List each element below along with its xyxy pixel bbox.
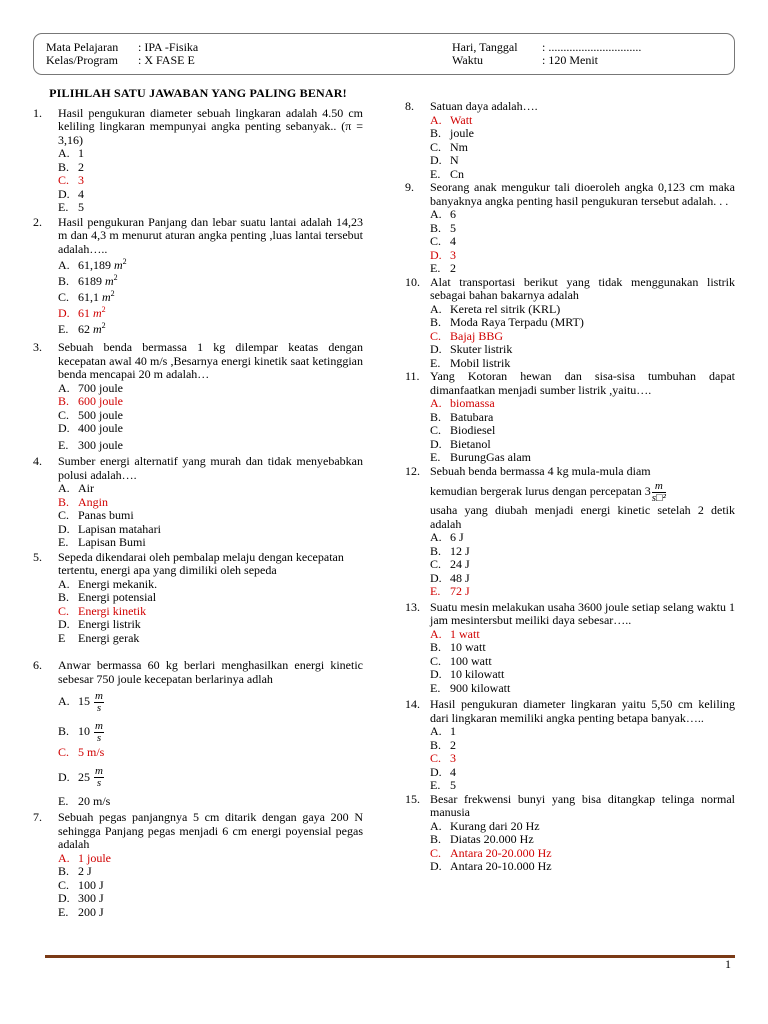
option-letter: A. <box>58 146 70 160</box>
option-text: Biodiesel <box>450 423 496 437</box>
option-b[interactable] <box>58 161 363 175</box>
question-number: 9. <box>405 180 414 194</box>
unit-exponent: 2 <box>110 289 115 298</box>
option-letter: B. <box>58 394 70 408</box>
option-text: 100 watt <box>450 653 492 668</box>
option-letter: C. <box>430 751 442 765</box>
option-text: 2 <box>78 159 84 174</box>
option-a-answer[interactable] <box>430 114 735 128</box>
subject-label: Mata Pelajaran <box>46 40 119 54</box>
question-text: Alat transportasi berikut yang tidak menggunakan listrik sebagai bahan bakarnya adalah <box>430 274 735 302</box>
option-b[interactable] <box>430 641 735 655</box>
option-letter: E. <box>430 355 441 370</box>
option-letter: E. <box>58 200 69 214</box>
option-letter: B. <box>430 220 442 235</box>
option-text: 5 <box>450 220 456 235</box>
option-b[interactable] <box>430 316 735 330</box>
unit-exponent: 2 <box>122 257 127 266</box>
option-letter: D. <box>430 342 442 356</box>
option-letter: D. <box>430 247 442 262</box>
option-letter: E. <box>430 778 441 792</box>
option-text: 6 <box>450 207 456 221</box>
option-letter: C. <box>430 557 442 571</box>
option-e[interactable] <box>430 262 735 276</box>
option-text: 2 <box>450 737 456 752</box>
option-text: 3 <box>78 173 84 187</box>
option-text: Bietanol <box>450 436 491 451</box>
option-text: 10 <box>78 724 90 738</box>
option-a[interactable] <box>58 259 363 275</box>
option-text: Cn <box>450 166 465 181</box>
option-text: N <box>450 153 459 167</box>
option-text: Batubara <box>450 409 494 424</box>
question-text-line-1: Sebuah benda bermassa 4 kg mula-mula diam <box>430 463 651 478</box>
option-a[interactable] <box>58 688 363 714</box>
option-text: biomassa <box>450 396 495 410</box>
option-d[interactable] <box>58 618 363 632</box>
option-text: Air <box>78 481 94 495</box>
option-text: Nm <box>450 139 468 154</box>
option-text: 4 <box>450 764 456 779</box>
question-4 <box>33 455 363 550</box>
footer-line <box>45 955 735 958</box>
option-letter: E. <box>58 793 69 808</box>
option-c-answer[interactable] <box>58 605 363 619</box>
option-text: joule <box>450 126 474 140</box>
option-text: 900 kilowatt <box>450 680 511 695</box>
option-text: 5 <box>450 778 456 792</box>
question-1 <box>33 107 363 215</box>
option-letter: C. <box>430 845 442 860</box>
option-text: 2 J <box>78 864 92 878</box>
unit: m <box>93 306 102 320</box>
fraction-m-per-s2: $\frac{m}{\text{s□²}}$ <box>651 479 666 504</box>
option-a[interactable] <box>58 482 363 496</box>
option-letter: E. <box>430 261 441 275</box>
option-letter: A. <box>430 818 442 833</box>
option-letter: B. <box>430 315 442 329</box>
option-letter: B. <box>58 864 70 878</box>
option-a[interactable] <box>430 303 735 317</box>
option-text: Mobil listrik <box>450 355 511 370</box>
option-letter: D. <box>58 521 70 536</box>
instruction-title: PILIHLAH SATU JAWABAN YANG PALING BENAR! <box>49 86 347 100</box>
option-text: 48 J <box>450 570 470 585</box>
option-a[interactable] <box>430 820 735 834</box>
option-text: 500 joule <box>78 407 123 422</box>
option-d[interactable] <box>430 572 735 586</box>
option-a[interactable] <box>430 531 735 545</box>
option-letter: E. <box>430 450 441 464</box>
option-text: Energi kinetik <box>78 603 147 618</box>
question-9 <box>405 181 735 276</box>
option-b[interactable] <box>430 411 735 425</box>
option-text: 6189 <box>78 274 102 288</box>
option-text: 12 J <box>450 543 470 558</box>
time-label: Waktu <box>452 53 484 67</box>
option-b[interactable] <box>430 222 735 236</box>
option-letter: D. <box>430 764 442 779</box>
option-letter: B. <box>58 274 70 288</box>
option-d[interactable] <box>430 766 735 780</box>
option-text: Skuter listrik <box>450 342 513 356</box>
option-letter: B. <box>430 640 442 654</box>
option-letter: B. <box>430 737 442 752</box>
option-letter: A. <box>430 207 442 221</box>
option-letter: A. <box>430 112 442 127</box>
option-letter: E. <box>430 584 441 598</box>
option-text: 61 <box>78 306 90 320</box>
option-letter: C. <box>58 877 70 892</box>
option-a-answer[interactable] <box>58 852 363 866</box>
option-text: 15 <box>78 694 90 708</box>
option-c[interactable] <box>430 558 735 572</box>
option-text: 10 kilowatt <box>450 667 505 681</box>
option-text: 600 joule <box>78 394 123 408</box>
option-text: 400 joule <box>78 421 123 435</box>
option-b[interactable] <box>430 739 735 753</box>
option-text: 300 J <box>78 891 104 905</box>
option-letter: D. <box>430 667 442 681</box>
option-c[interactable] <box>430 424 735 438</box>
question-12 <box>405 465 735 599</box>
question-text: Hasil pengukuran diameter sebuah lingkaran adalah 4.50 cm keliling lingkaran mempunyai angka penting sebanyak.. (π = 3,16) <box>58 105 363 147</box>
option-text: 5 m/s <box>78 745 105 759</box>
date-label: Hari, Tanggal <box>452 40 518 54</box>
unit: m <box>105 274 114 288</box>
option-letter: D. <box>58 421 70 435</box>
option-text: 61,1 <box>78 290 99 304</box>
option-letter: C. <box>430 234 442 248</box>
option-a-answer[interactable] <box>430 628 735 642</box>
question-2 <box>33 216 363 340</box>
option-letter: B. <box>430 409 442 424</box>
option-letter: C. <box>58 745 70 759</box>
option-letter: A. <box>430 396 442 410</box>
question-number: 4. <box>33 454 42 468</box>
question-number: 11. <box>405 369 420 383</box>
page-number: 1 <box>725 957 731 971</box>
option-d[interactable] <box>58 422 363 436</box>
question-3 <box>33 341 363 452</box>
option-c-answer[interactable] <box>58 174 363 188</box>
question-text: Sebuah pegas panjangnya 5 cm ditarik dengan gaya 200 N sehingga Panjang pegas menjadi 6 cm energi poyensial pegas adalah <box>58 810 363 851</box>
unit: m <box>114 258 123 272</box>
option-text: Antara 20-20.000 Hz <box>450 845 552 860</box>
unit: m <box>93 322 102 336</box>
option-e[interactable] <box>430 779 735 793</box>
option-d[interactable] <box>430 154 735 168</box>
question-5 <box>33 551 363 646</box>
option-letter: A. <box>58 380 70 395</box>
unit-exponent: 2 <box>101 321 106 330</box>
date-value: : ............................... <box>542 40 642 54</box>
option-letter: E. <box>58 904 69 919</box>
option-letter: A. <box>430 530 442 544</box>
option-letter: B. <box>58 494 70 509</box>
question-number: 12. <box>405 463 420 478</box>
question-7 <box>33 811 363 919</box>
option-text: 62 <box>78 322 90 336</box>
question-6 <box>33 659 363 808</box>
option-letter: D. <box>430 570 442 585</box>
option-text: 4 <box>78 186 84 201</box>
option-letter: B. <box>430 126 442 140</box>
option-text: Lapisan matahari <box>78 521 161 536</box>
option-text: Moda Raya Terpadu (MRT) <box>450 315 584 329</box>
left-column <box>33 87 363 919</box>
option-b[interactable] <box>58 718 363 744</box>
option-text: Panas bumi <box>78 508 134 522</box>
option-letter: E. <box>58 322 69 336</box>
option-letter: E. <box>430 680 441 695</box>
option-text: 5 <box>78 200 84 214</box>
class-label: Kelas/Program <box>46 53 118 67</box>
option-text: Energi listrik <box>78 617 141 631</box>
question-number: 2. <box>33 214 42 229</box>
question-text-part: kemudian bergerak lurus dengan percepatan 3 <box>430 484 651 498</box>
option-e[interactable] <box>58 906 363 920</box>
option-letter: A. <box>58 850 70 865</box>
option-letter: D. <box>58 617 70 631</box>
fraction-m-per-s: $\frac{m}{s}$ <box>95 719 103 744</box>
question-13 <box>405 601 735 696</box>
option-text: Energi gerak <box>78 630 140 645</box>
option-letter: B. <box>430 832 442 846</box>
option-b[interactable] <box>58 275 363 291</box>
option-text: 1 joule <box>78 850 111 865</box>
option-a[interactable] <box>58 578 363 592</box>
option-letter: B. <box>58 159 70 174</box>
question-number: 3. <box>33 340 42 354</box>
question-text-line-2 <box>430 478 735 504</box>
option-letter: D. <box>430 436 442 451</box>
question-text: Hasil pengukuran diameter lingkaran yaitu 5,50 cm keliling dari lingkaran memiliki angka penting betapa banyak….. <box>430 697 735 725</box>
question-text: Suatu mesin melakukan usaha 3600 joule setiap selang waktu 1 jam mesintersbut meiliki daya sebesar….. <box>430 599 735 627</box>
option-e[interactable] <box>58 795 363 809</box>
option-a[interactable] <box>58 382 363 396</box>
option-d[interactable] <box>58 764 363 790</box>
option-text: Angin <box>78 494 108 509</box>
option-letter: A. <box>430 301 442 316</box>
question-number: 13. <box>405 599 420 614</box>
option-letter: A. <box>58 694 70 708</box>
unit: m <box>102 290 111 304</box>
option-e[interactable] <box>58 536 363 550</box>
option-text: Diatas 20.000 Hz <box>450 832 534 846</box>
option-letter: C. <box>58 290 70 304</box>
question-text: Sebuah benda bermassa 1 kg dilempar keatas dengan kecepatan awal 40 m/s ,Besarnya energi kinetik saat ketinggian benda mencapai 20 m adalah… <box>58 340 363 381</box>
option-a[interactable] <box>430 725 735 739</box>
option-text: 20 m/s <box>78 793 111 808</box>
option-letter: B. <box>58 590 70 604</box>
option-d[interactable] <box>430 860 735 874</box>
option-c[interactable] <box>430 655 735 669</box>
option-letter: B. <box>58 724 70 738</box>
option-d[interactable] <box>58 892 363 906</box>
option-e[interactable] <box>430 682 735 696</box>
option-text: 1 <box>450 724 456 738</box>
option-e[interactable] <box>58 439 363 453</box>
option-text: 2 <box>450 261 456 275</box>
question-number: 5. <box>33 549 42 564</box>
option-text: Kereta rel sitrik (KRL) <box>450 301 561 316</box>
option-text: 4 <box>450 234 456 248</box>
unit-exponent: 2 <box>101 305 106 314</box>
class-value: : X FASE E <box>138 53 195 67</box>
option-letter: E. <box>58 535 69 549</box>
option-e[interactable] <box>58 323 363 339</box>
option-letter: A. <box>430 724 442 738</box>
question-number: 8. <box>405 99 414 113</box>
option-b[interactable] <box>430 545 735 559</box>
question-number: 15. <box>405 791 420 806</box>
option-text: Kurang dari 20 Hz <box>450 818 540 833</box>
option-letter: E. <box>430 166 441 181</box>
option-letter: C. <box>58 508 70 522</box>
question-text: Sumber energi alternatif yang murah dan tidak menyebabkan polusi adalah…. <box>58 454 363 482</box>
option-letter: D. <box>430 859 442 873</box>
option-c-answer[interactable] <box>430 847 735 861</box>
option-text: BurungGas alam <box>450 450 531 464</box>
option-c[interactable] <box>58 879 363 893</box>
option-letter: E. <box>58 437 69 452</box>
option-b[interactable] <box>430 127 735 141</box>
option-d[interactable] <box>430 438 735 452</box>
question-text: Satuan daya adalah…. <box>430 99 538 113</box>
fraction-m-per-s: $\frac{m}{s}$ <box>95 689 103 714</box>
question-10 <box>405 276 735 371</box>
question-number: 6. <box>33 658 42 672</box>
question-8 <box>405 100 735 181</box>
option-text: 100 J <box>78 877 104 892</box>
option-c[interactable] <box>430 235 735 249</box>
option-text: Watt <box>450 112 473 127</box>
option-text: 3 <box>450 247 456 262</box>
option-letter: C. <box>430 423 442 437</box>
right-column <box>405 100 735 874</box>
option-b-answer[interactable] <box>58 496 363 510</box>
option-letter: D. <box>58 186 70 201</box>
option-text: Energi mekanik. <box>78 576 158 591</box>
option-text: Lapisan Bumi <box>78 535 146 549</box>
option-d[interactable] <box>58 188 363 202</box>
option-letter: C. <box>430 328 442 343</box>
fraction-m-per-s: $\frac{m}{s}$ <box>95 765 103 790</box>
option-text: 700 joule <box>78 380 123 395</box>
option-b[interactable] <box>430 833 735 847</box>
option-c-answer[interactable] <box>430 752 735 766</box>
question-text: Yang Kotoran hewan dan sisa-sisa tumbuhan dapat dimanfaatkan menjadi sumber listrik ,yaitu…. <box>430 369 735 397</box>
option-e[interactable] <box>58 201 363 215</box>
option-b-answer[interactable] <box>58 395 363 409</box>
option-letter: C. <box>58 173 70 187</box>
question-text: Sepeda dikendarai oleh pembalap melaju dengan kecepatan tertentu, energi apa yang dimiliki oleh sepeda <box>58 549 344 577</box>
option-letter: A. <box>58 258 70 272</box>
option-c[interactable] <box>58 409 363 423</box>
option-d[interactable] <box>430 343 735 357</box>
option-letter: D. <box>58 891 70 905</box>
option-c-answer[interactable] <box>58 746 363 760</box>
time-value: : 120 Menit <box>542 53 598 67</box>
option-letter: E <box>58 630 66 645</box>
question-text: Anwar bermassa 60 kg berlari menghasilkan energi kinetic sebesar 750 joule kecepatan berlarinya adlah <box>58 658 363 686</box>
question-text-line-3: usaha yang diubah menjadi energi kinetic setelah 2 detik adalah <box>430 503 735 531</box>
option-text: 25 <box>78 769 90 784</box>
header-box <box>33 33 735 75</box>
option-text: 3 <box>450 751 456 765</box>
option-c[interactable] <box>58 509 363 523</box>
option-letter: C. <box>58 603 70 618</box>
question-text: Seorang anak mengukur tali dioeroleh angka 0,123 cm maka banyaknya angka penting hasil pengukuran tersebut adalah. . . <box>430 180 735 208</box>
option-letter: D. <box>430 153 442 167</box>
option-letter: A. <box>58 481 70 495</box>
question-15 <box>405 793 735 874</box>
option-d-answer[interactable] <box>430 249 735 263</box>
question-14 <box>405 698 735 793</box>
option-e[interactable] <box>58 632 363 646</box>
option-a[interactable] <box>58 147 363 161</box>
question-text: Hasil pengukuran Panjang dan lebar suatu lantai adalah 14,23 m dan 4,3 m menurut aturan angka penting ,luas lantai tersebut adalah….. <box>58 214 363 256</box>
unit-exponent: 2 <box>113 273 118 282</box>
option-text: Bajaj BBG <box>450 328 503 343</box>
question-number: 7. <box>33 810 42 824</box>
option-e[interactable] <box>430 357 735 371</box>
question-11 <box>405 370 735 465</box>
option-letter: C. <box>430 653 442 668</box>
option-text: 200 J <box>78 904 104 919</box>
question-number: 1. <box>33 105 42 120</box>
option-e[interactable] <box>430 168 735 182</box>
question-number: 10. <box>405 274 420 289</box>
option-text: 61,189 <box>78 258 111 272</box>
option-c-answer[interactable] <box>430 330 735 344</box>
option-d[interactable] <box>430 668 735 682</box>
option-letter: B. <box>430 543 442 558</box>
option-b[interactable] <box>58 591 363 605</box>
option-letter: A. <box>58 576 70 591</box>
option-e[interactable] <box>430 451 735 465</box>
option-d[interactable] <box>58 523 363 537</box>
option-text: 72 J <box>450 584 470 598</box>
option-text: 1 watt <box>450 626 480 641</box>
option-b[interactable] <box>58 865 363 879</box>
question-text: Besar frekwensi bunyi yang bisa ditangkap telinga normal manusia <box>430 791 735 819</box>
option-letter: D. <box>58 769 70 784</box>
question-number: 14. <box>405 697 420 711</box>
option-c[interactable] <box>430 141 735 155</box>
option-letter: C. <box>430 139 442 154</box>
option-text: 300 joule <box>78 437 123 452</box>
option-text: 1 <box>78 146 84 160</box>
subject-value: : IPA -Fisika <box>138 40 199 54</box>
option-e-answer[interactable] <box>430 585 735 599</box>
option-letter: C. <box>58 407 70 422</box>
option-text: Energi potensial <box>78 590 157 604</box>
option-text: 24 J <box>450 557 470 571</box>
option-text: 10 watt <box>450 640 486 654</box>
option-letter: D. <box>58 306 70 320</box>
option-a-answer[interactable] <box>430 397 735 411</box>
option-text: Antara 20-10.000 Hz <box>450 859 552 873</box>
option-letter: A. <box>430 626 442 641</box>
option-a[interactable] <box>430 208 735 222</box>
option-text: 6 J <box>450 530 464 544</box>
